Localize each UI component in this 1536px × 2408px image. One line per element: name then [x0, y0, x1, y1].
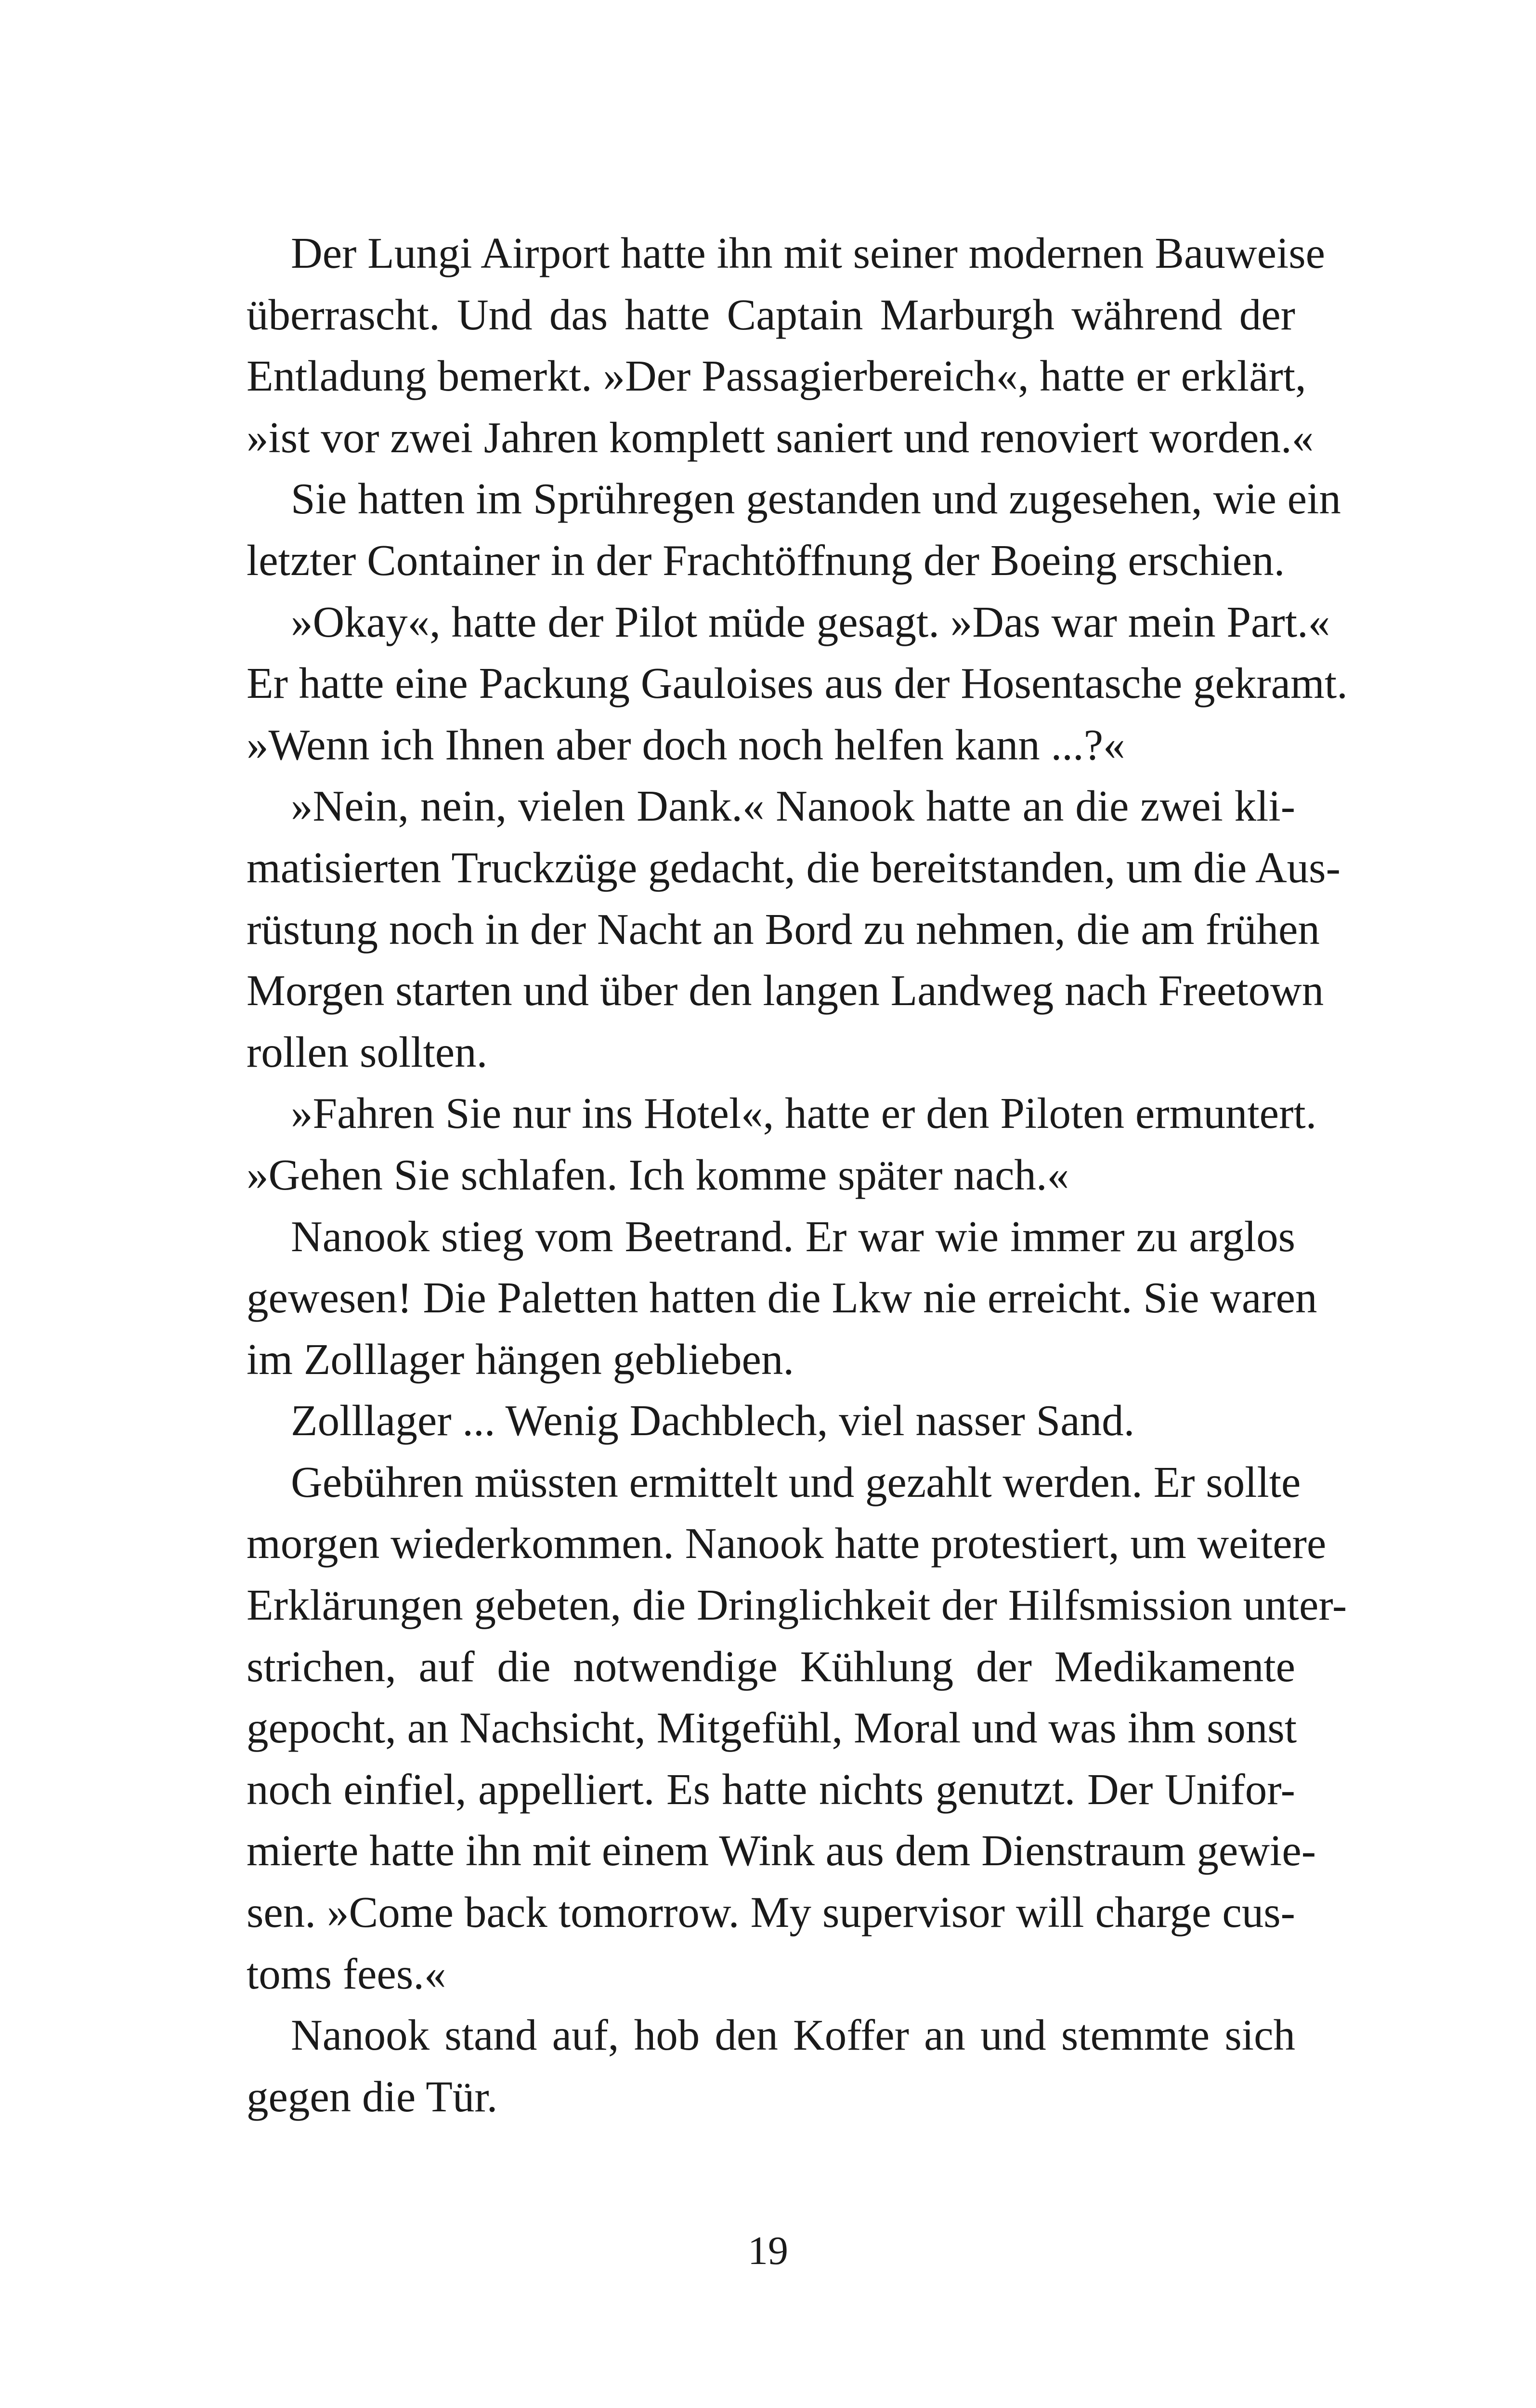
text-line: gegen die Tür. [247, 2072, 498, 2121]
text-line: Nanook stand auf, hob den Koffer an und stemmte sich [291, 2011, 1295, 2060]
paragraph-4 [202, 775, 1341, 1083]
text-line: Der Lungi Airport hatte ihn mit seiner modernen Bauweise [291, 229, 1326, 277]
text-line: gepocht, an Nachsicht, Mitgefühl, Moral und was ihm sonst [247, 1703, 1297, 1753]
paragraph-9 [202, 2004, 1295, 2127]
text-line: Nanook stieg vom Beetrand. Er war wie immer zu arglos [291, 1212, 1295, 1261]
text-line: noch einfiel, appelliert. Es hatte nichts genutzt. Der Unifor- [247, 1765, 1295, 1814]
text-line: im Zolllager hängen geblieben. [247, 1335, 794, 1384]
paragraph-2 [202, 468, 1341, 591]
text-line: »Wenn ich Ihnen aber doch noch helfen kann ...?« [247, 720, 1125, 769]
paragraph-8 [202, 1452, 1347, 2004]
paragraph-7 [202, 1390, 1295, 1452]
text-line: matisierten Truckzüge gedacht, die bereitstanden, um die Aus- [247, 843, 1341, 892]
text-line: Zolllager ... Wenig Dachblech, viel nasser Sand. [291, 1396, 1135, 1445]
text-line: strichen, auf die notwendige Kühlung der Medikamente [247, 1642, 1295, 1691]
text-line: »Gehen Sie schlafen. Ich komme später nach.« [247, 1150, 1069, 1199]
text-line: morgen wiederkommen. Nanook hatte protestiert, um weitere [247, 1519, 1327, 1568]
paragraph-6 [202, 1206, 1317, 1390]
text-line: Erklärungen gebeten, die Dringlichkeit der Hilfsmission unter- [247, 1581, 1347, 1630]
text-line: »Nein, nein, vielen Dank.« Nanook hatte an die zwei kli- [291, 782, 1295, 831]
text-line: Er hatte eine Packung Gauloises aus der Hosentasche gekramt. [247, 659, 1348, 708]
text-line: überrascht. Und das hatte Captain Marburgh während der [247, 290, 1295, 339]
text-line: Sie hatten im Sprühregen gestanden und zugesehen, wie ein [291, 474, 1341, 523]
paragraph-1 [202, 222, 1326, 468]
text-line: »Fahren Sie nur ins Hotel«, hatte er den Piloten ermuntert. [291, 1089, 1317, 1138]
text-line: sen. »Come back tomorrow. My supervisor will charge cus- [247, 1888, 1295, 1937]
text-line: »Okay«, hatte der Pilot müde gesagt. »Das war mein Part.« [291, 597, 1330, 646]
text-line: Morgen starten und über den langen Landweg nach Freetown [247, 966, 1324, 1015]
paragraph-3 [202, 591, 1348, 776]
text-line: gewesen! Die Paletten hatten die Lkw nie erreicht. Sie waren [247, 1273, 1317, 1322]
paragraph-5 [202, 1083, 1317, 1205]
body-text [202, 222, 1348, 2127]
text-line: toms fees.« [247, 1949, 446, 1998]
text-line: »ist vor zwei Jahren komplett saniert und renoviert worden.« [247, 413, 1314, 462]
text-line: letzter Container in der Frachtöffnung der Boeing erschien. [247, 536, 1285, 585]
text-line: Entladung bemerkt. »Der Passagierbereich«, hatte er erklärt, [247, 352, 1306, 401]
text-line: rollen sollten. [247, 1027, 488, 1076]
text-line: rüstung noch in der Nacht an Bord zu nehmen, die am frühen [247, 904, 1320, 954]
page-number: 19 [748, 2228, 788, 2273]
text-line: mierte hatte ihn mit einem Wink aus dem Dienstraum gewie- [247, 1826, 1316, 1875]
text-line: Gebühren müssten ermittelt und gezahlt werden. Er sollte [291, 1457, 1301, 1506]
